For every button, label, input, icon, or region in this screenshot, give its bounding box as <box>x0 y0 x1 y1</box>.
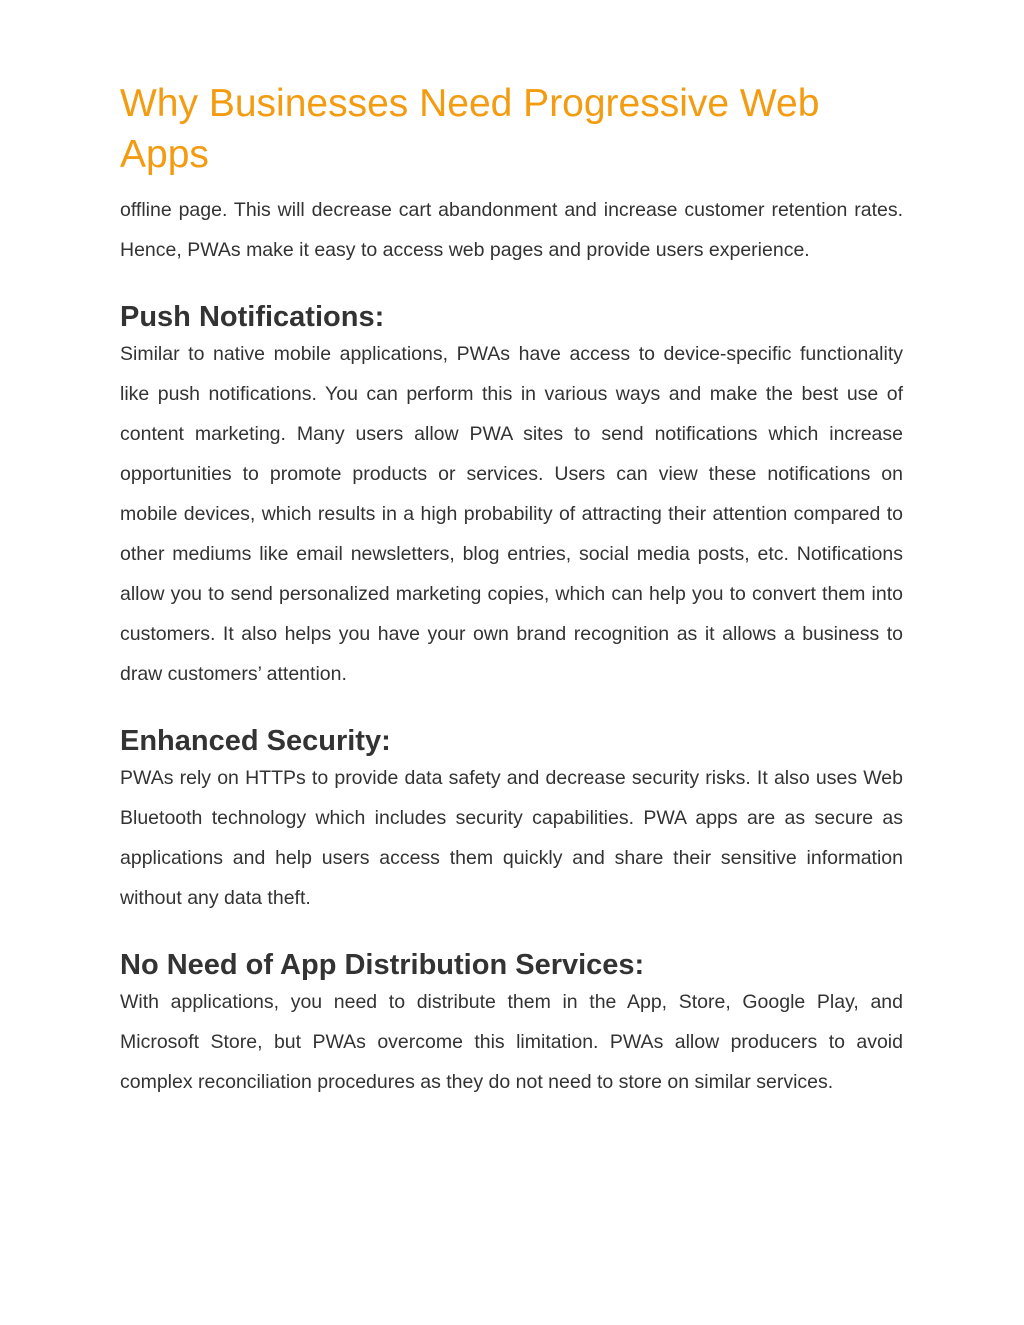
section-no-app-distribution <box>120 948 903 1102</box>
section-body-no-app-distribution: With applications, you need to distribute them in the App, Store, Google Play, and Microsoft Store, but PWAs overcome this limitation. PWAs allow producers to avoid complex reconciliation procedures as they do not need to store on similar services. <box>120 991 903 1093</box>
section-heading-push-notifications: Push Notifications: <box>120 301 385 333</box>
page-title: Why Businesses Need Progressive Web Apps <box>120 82 820 176</box>
section-body-enhanced-security: PWAs rely on HTTPs to provide data safety and decrease security risks. It also uses Web Bluetooth technology which includes security capabilities. PWA apps are as secure as applications and help users access them quickly and share their sensitive information without any data theft. <box>120 767 903 909</box>
intro-paragraph: offline page. This will decrease cart abandonment and increase customer retention rates. Hence, PWAs make it easy to access web pages and provide users experience. <box>120 199 903 261</box>
section-push-notifications <box>120 300 903 694</box>
document-page <box>120 78 903 1102</box>
section-enhanced-security <box>120 724 903 918</box>
section-body-push-notifications: Similar to native mobile applications, PWAs have access to device-specific functionality like push notifications. You can perform this in various ways and make the best use of content marketing. Many users allow PWA sites to send notifications which increase opportunities to promote products or services. Users can view these notifications on mobile devices, which results in a high probability of attracting their attention compared to other mediums like email newsletters, blog entries, social media posts, etc. Notifications allow you to send personalized marketing copies, which can help you to convert them into customers. It also helps you have your own brand recognition as it allows a business to draw customers’ attention. <box>120 343 903 685</box>
section-heading-enhanced-security: Enhanced Security: <box>120 725 391 757</box>
section-heading-no-app-distribution: No Need of App Distribution Services: <box>120 949 645 981</box>
